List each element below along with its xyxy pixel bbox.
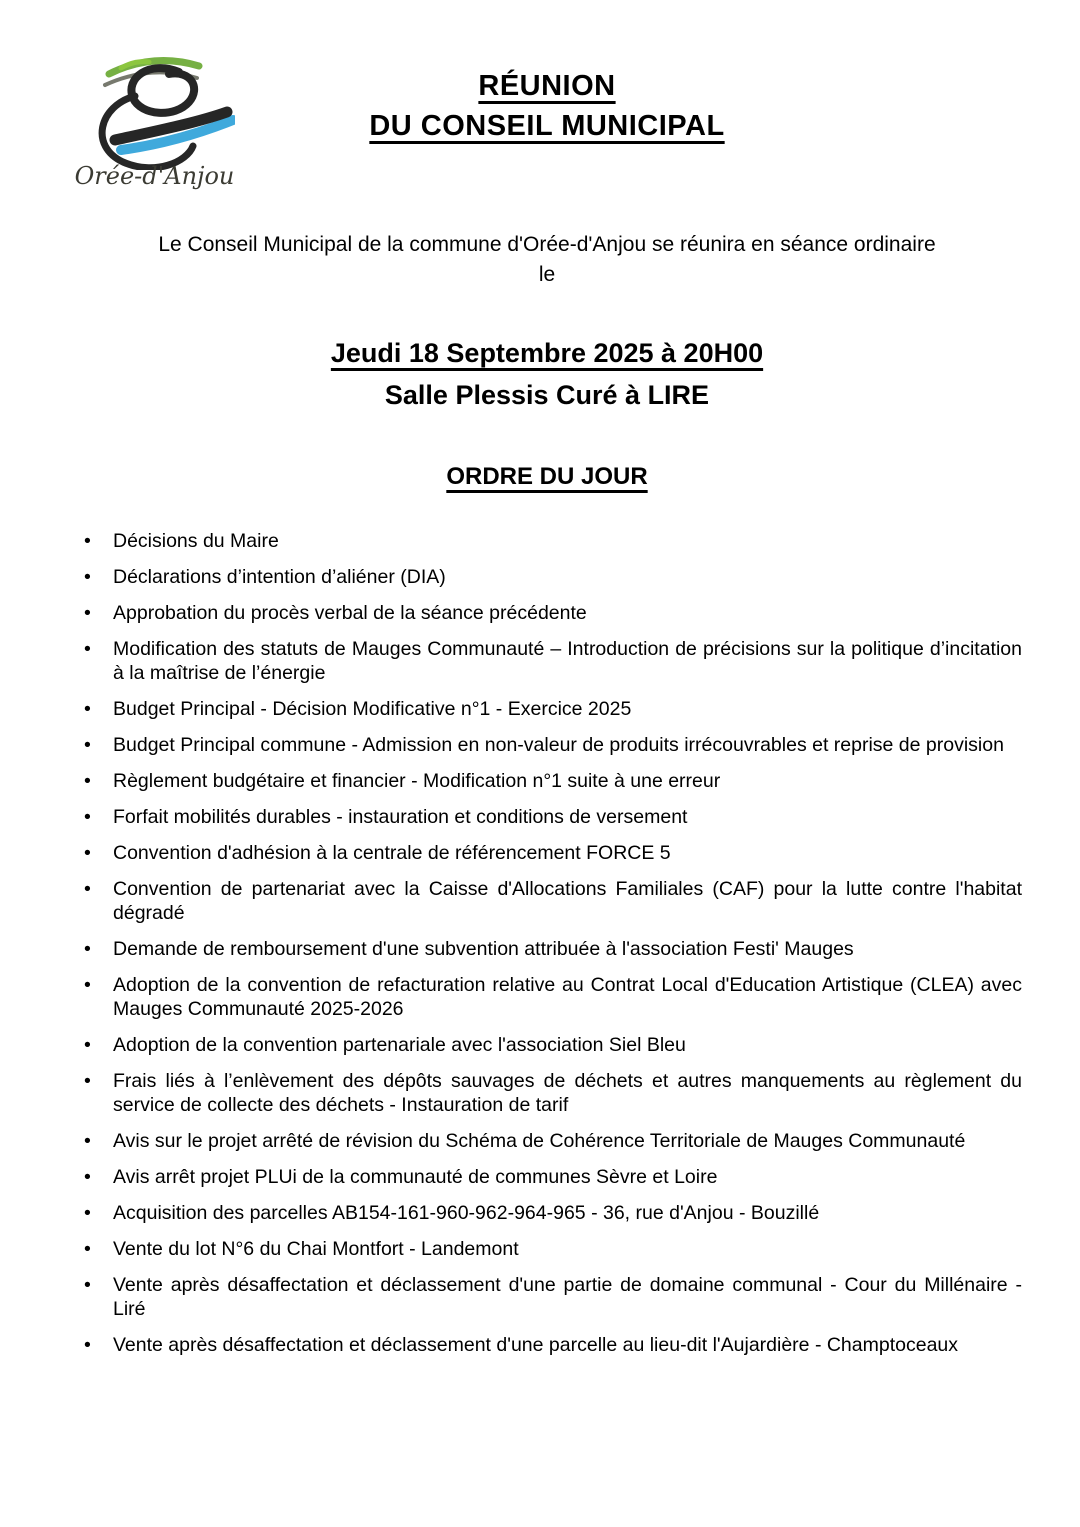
agenda-item: • Règlement budgétaire et financier - Modification n°1 suite à une erreur (72, 769, 1022, 793)
agenda-item: • Frais liés à l’enlèvement des dépôts sauvages de déchets et autres manquements au règlement du service de collecte des déchets - Instauration de tarif (72, 1069, 1022, 1117)
agenda-item: • Forfait mobilités durables - instauration et conditions de versement (72, 805, 1022, 829)
meeting-info (72, 333, 1022, 417)
intro-line-2: le (538, 263, 556, 287)
meeting-venue: Salle Plessis Curé à LIRE (384, 379, 710, 410)
agenda-item: • Avis arrêt projet PLUi de la communauté de communes Sèvre et Loire (72, 1165, 1022, 1189)
agenda-item: • Adoption de la convention de refacturation relative au Contrat Local d'Education Artistique (CLEA) avec Mauges Communauté 2025-2026 (72, 973, 1022, 1021)
agenda-item: • Convention de partenariat avec la Caisse d'Allocations Familiales (CAF) pour la lutte contre l'habitat dégradé (72, 877, 1022, 925)
meeting-date: Jeudi 18 Septembre 2025 à 20H00 (330, 337, 764, 368)
agenda-item: • Acquisition des parcelles AB154-161-960-962-964-965 - 36, rue d'Anjou - Bouzillé (72, 1201, 1022, 1225)
agenda-item: • Budget Principal commune - Admission en non-valeur de produits irrécouvrables et reprise de provision (72, 733, 1022, 757)
agenda-item: • Demande de remboursement d'une subvention attribuée à l'association Festi' Mauges (72, 937, 1022, 961)
title-line-2: DU CONSEIL MUNICIPAL (369, 110, 725, 143)
agenda-heading: ORDRE DU JOUR (446, 462, 648, 490)
oree-danjou-logo-icon (75, 52, 235, 170)
logo-caption: Orée-d'Anjou (74, 162, 235, 190)
agenda-item: • Vente après désaffectation et déclassement d'une partie de domaine communal - Cour du Millénaire - Liré (72, 1273, 1022, 1321)
agenda-item: • Adoption de la convention partenariale avec l'association Siel Bleu (72, 1033, 1022, 1057)
agenda-item: • Vente du lot N°6 du Chai Montfort - Landemont (72, 1237, 1022, 1261)
agenda-item: • Déclarations d’intention d’aliéner (DIA) (72, 565, 1022, 589)
agenda-list (72, 529, 1022, 1357)
agenda-item: • Modification des statuts de Mauges Communauté – Introduction de précisions sur la politique d’incitation à la maîtrise de l’énergie (72, 637, 1022, 685)
agenda-item: • Budget Principal - Décision Modificative n°1 - Exercice 2025 (72, 697, 1022, 721)
agenda-item: • Décisions du Maire (72, 529, 1022, 553)
intro-paragraph (72, 230, 1022, 291)
agenda-item: • Approbation du procès verbal de la séance précédente (72, 601, 1022, 625)
agenda-item: • Vente après désaffectation et déclassement d'une parcelle au lieu-dit l'Aujardière - Champtoceaux (72, 1333, 1022, 1357)
agenda-item: • Avis sur le projet arrêté de révision du Schéma de Cohérence Territoriale de Mauges Communauté (72, 1129, 1022, 1153)
intro-line-1: Le Conseil Municipal de la commune d'Orée-d'Anjou se réunira en séance ordinaire (158, 233, 936, 257)
title-line-1: RÉUNION (478, 70, 616, 102)
agenda-item: • Convention d'adhésion à la centrale de référencement FORCE 5 (72, 841, 1022, 865)
commune-logo (72, 52, 237, 190)
